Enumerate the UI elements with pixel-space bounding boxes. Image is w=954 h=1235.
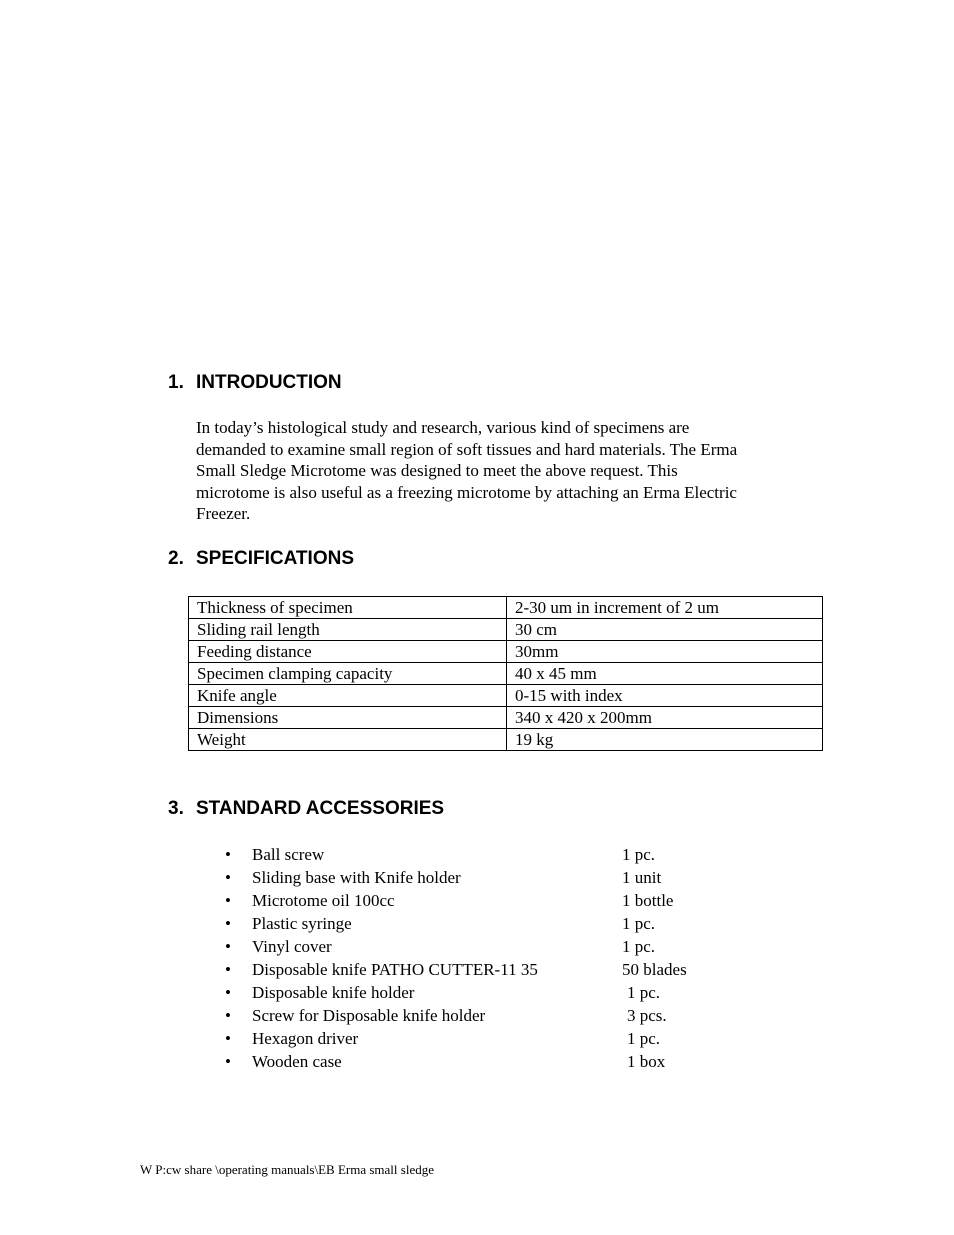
accessory-name: Microtome oil 100cc xyxy=(252,891,395,910)
bullet-icon: • xyxy=(225,845,231,864)
table-row xyxy=(189,707,823,729)
spec-value: 2-30 um in increment of 2 um xyxy=(507,597,823,619)
table-row xyxy=(189,641,823,663)
spec-label: Weight xyxy=(189,729,507,751)
accessory-quantity: 1 box xyxy=(627,1052,666,1071)
bullet-icon: • xyxy=(225,960,231,979)
bullet-icon: • xyxy=(225,937,231,956)
specifications-heading xyxy=(168,547,354,571)
spec-value: 0-15 with index xyxy=(507,685,823,707)
bullet-icon: • xyxy=(225,1006,231,1025)
table-row xyxy=(189,597,823,619)
accessory-quantity: 1 pc. xyxy=(622,914,656,933)
accessory-quantity: 50 blades xyxy=(622,960,687,979)
accessory-name: Ball screw xyxy=(252,845,325,864)
accessory-quantity: 3 pcs. xyxy=(627,1006,667,1025)
spec-label: Thickness of specimen xyxy=(189,597,507,619)
spec-label: Feeding distance xyxy=(189,641,507,663)
accessory-quantity: 1 pc. xyxy=(622,845,656,864)
paragraph-line: Small Sledge Microtome was designed to meet the above request. This xyxy=(196,461,678,480)
bullet-icon: • xyxy=(225,914,231,933)
introduction-paragraph xyxy=(196,417,806,525)
paragraph-line: Freezer. xyxy=(196,504,251,523)
footer-file-path: W P:cw share \operating manuals\EB Erma small sledge xyxy=(140,1162,434,1177)
spec-value: 30 cm xyxy=(507,619,823,641)
paragraph-line: demanded to examine small region of soft tissues and hard materials. The Erma xyxy=(196,439,738,459)
section-number: 3. xyxy=(168,798,184,819)
accessory-name: Wooden case xyxy=(252,1052,342,1071)
accessory-name: Disposable knife PATHO CUTTER-11 35 xyxy=(252,960,538,979)
bullet-icon: • xyxy=(225,868,231,887)
section-number: 1. xyxy=(168,372,184,393)
accessory-quantity: 1 pc. xyxy=(627,1029,661,1048)
accessory-quantity: 1 pc. xyxy=(627,983,661,1002)
section-title: STANDARD ACCESSORIES xyxy=(196,798,445,819)
spec-value: 19 kg xyxy=(507,729,823,751)
bullet-icon: • xyxy=(225,983,231,1002)
bullet-icon: • xyxy=(225,1029,231,1048)
accessory-name: Hexagon driver xyxy=(252,1029,359,1048)
specifications-table xyxy=(188,596,823,751)
table-row xyxy=(189,729,823,751)
spec-label: Sliding rail length xyxy=(189,619,507,641)
spec-label: Specimen clamping capacity xyxy=(189,663,507,685)
accessory-name: Sliding base with Knife holder xyxy=(252,868,461,887)
accessory-name: Plastic syringe xyxy=(252,914,352,933)
bullet-icon: • xyxy=(225,891,231,910)
section-title: INTRODUCTION xyxy=(196,372,342,393)
spec-value: 30mm xyxy=(507,641,823,663)
accessory-name: Screw for Disposable knife holder xyxy=(252,1006,486,1025)
paragraph-line: microtome is also useful as a freezing microtome by attaching an Erma Electric xyxy=(196,482,737,502)
spec-label: Knife angle xyxy=(189,685,507,707)
spec-value: 40 x 45 mm xyxy=(507,663,823,685)
table-row xyxy=(189,619,823,641)
section-number: 2. xyxy=(168,548,184,569)
standard-accessories-heading xyxy=(168,797,444,821)
section-title: SPECIFICATIONS xyxy=(196,548,354,569)
accessory-quantity: 1 bottle xyxy=(622,891,674,910)
spec-value: 340 x 420 x 200mm xyxy=(507,707,823,729)
accessory-name: Disposable knife holder xyxy=(252,983,415,1002)
introduction-heading xyxy=(168,371,342,395)
accessory-quantity: 1 unit xyxy=(622,868,662,887)
spec-label: Dimensions xyxy=(189,707,507,729)
table-row xyxy=(189,685,823,707)
bullet-icon: • xyxy=(225,1052,231,1071)
paragraph-line: In today’s histological study and research, various kind of specimens are xyxy=(196,418,690,437)
table-row xyxy=(189,663,823,685)
accessory-quantity: 1 pc. xyxy=(622,937,656,956)
accessory-name: Vinyl cover xyxy=(252,937,332,956)
